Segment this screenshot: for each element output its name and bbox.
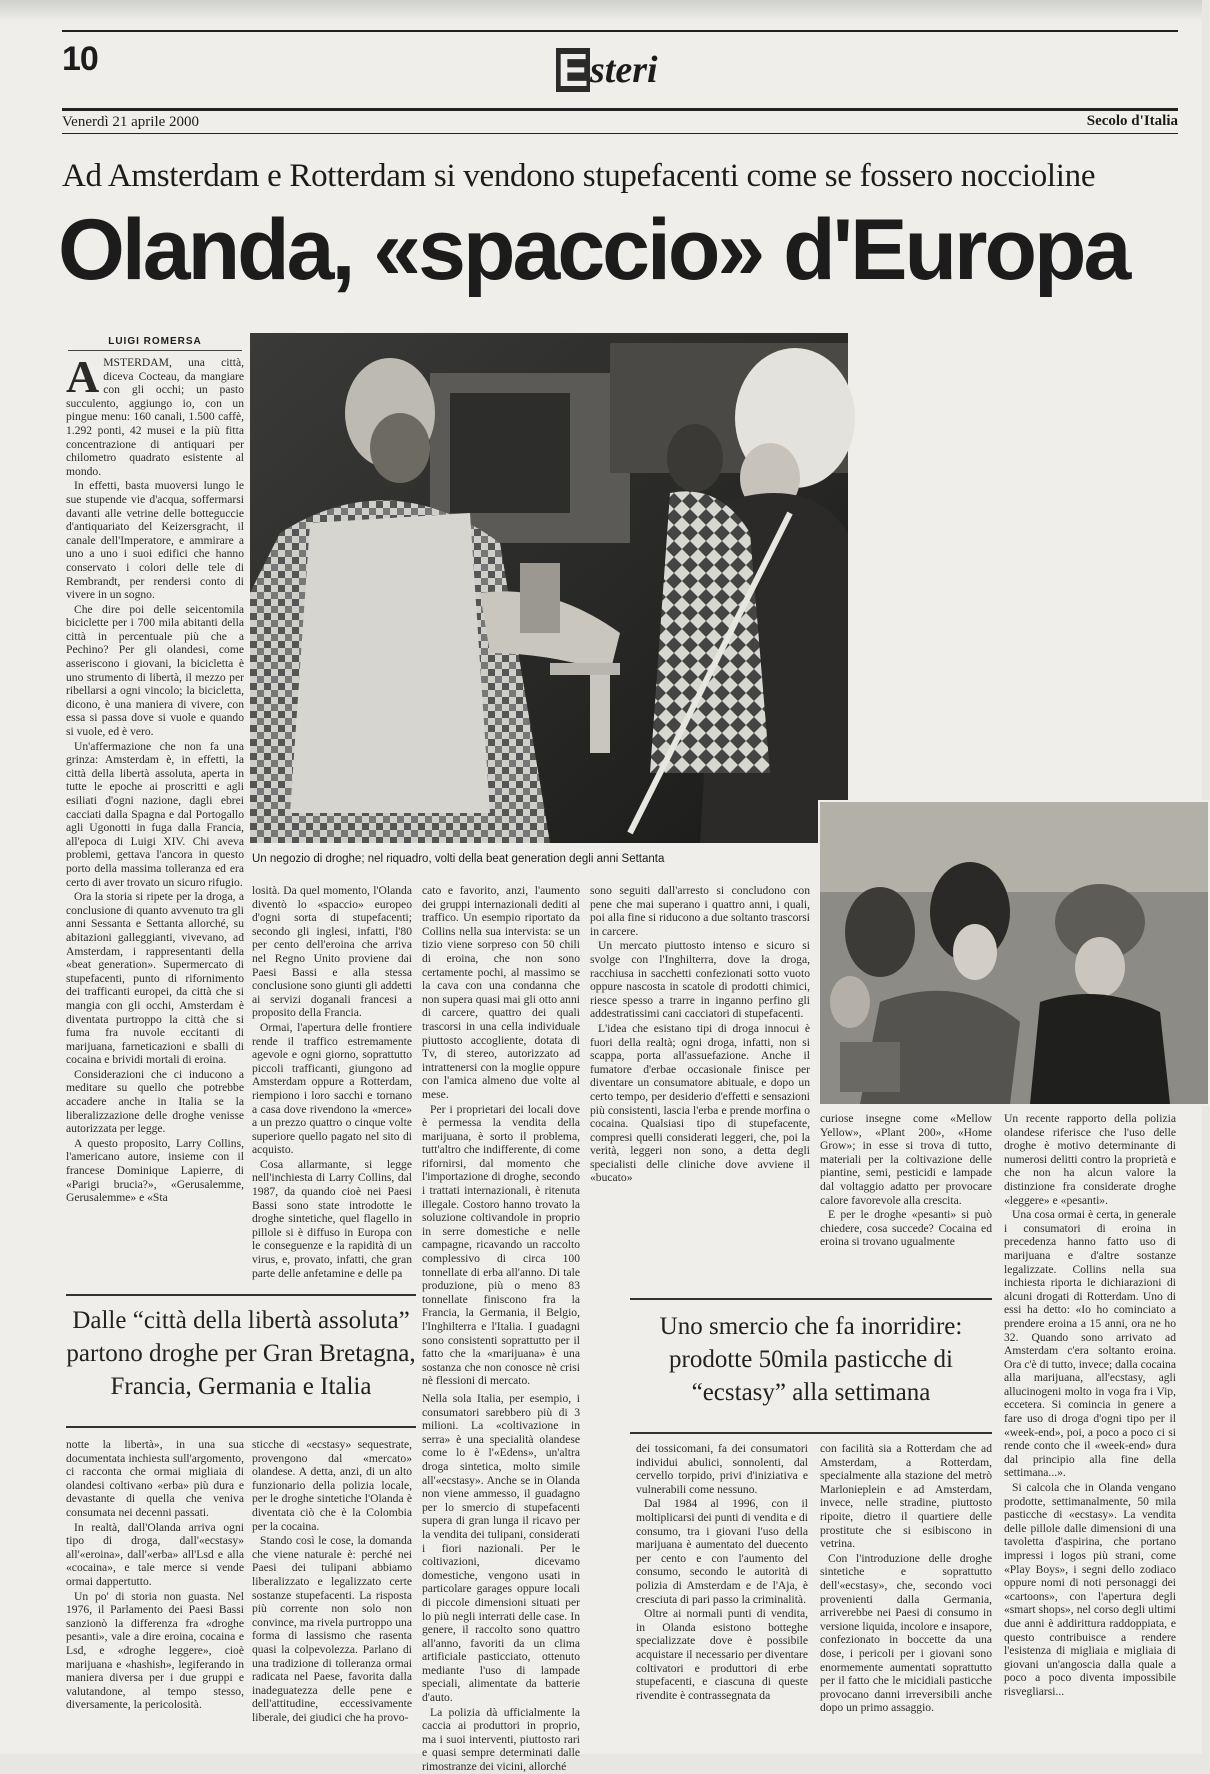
inset-photo-beat-generation [818,800,1210,1106]
top-rule [62,30,1178,32]
photo-caption: Un negozio di droghe; nel riquadro, volti della beat generation degli anni Settanta [252,853,665,865]
paragraph: notte la libertà», in una sua documentata inchiesta sull'argomento, ci racconta che ormai migliaia di olandesi coltivano «erba» più dura e devastante di quella che veniva consumata nei decenni passati. [66,1438,244,1519]
section-name: steri [590,49,658,91]
drop-cap: A [66,351,100,402]
paragraph: MSTERDAM, una città, diceva Cocteau, da mangiare con gli occhi; un pasto succulento, aggiungo io, con un pingue menu: 160 canali, 1.500 caffè, 1.292 ponti, 42 musei e la più fitta concentrazione di antiquari per chilometro quadrato esistente al mondo. [66,356,244,478]
paragraph: Un mercato piuttosto intenso e sicuro si svolge con l'Inghilterra, dove la droga, racchiusa in sacchetti confezionati sotto vuoto oppure nascosta in scatole di prodotti chimici, riesce spesso a trarre in inganno perfino gli addestratissimi cani cacciatori di stupefacenti. [590,939,810,1021]
paragraph: Un'affermazione che non fa una grinza: Amsterdam è, in effetti, la città della libertà assoluta, aperta in tutte le epoche ai proscritti e agli esiliati d'ogni nazione, dagli ebrei cacciati dalla Spagna e dal Portogallo agli Ugonotti in fuga dalla Francia, all'epoca di Luigi XIV. Chi aveva problemi, gettava l'ancora in questo porto della massima tolleranza ed era certo di aver trovato un sicuro rifugio. [66,739,244,889]
paragraph: Un po' di storia non guasta. Nel 1976, il Parlamento dei Paesi Bassi sanzionò la differenza fra «droghe pesanti», vale a dire eroina, cocaina e Lsd, e «droghe leggere», cioè marijuana e «hashish», legiferando in maniera diversa per i due gruppi e valutandone, al tempo stesso, diversamente, la pericolosità. [66,1589,244,1712]
article-column-8 [820,1112,992,1292]
article-column-10 [1004,1112,1176,1738]
pull-quote-rule [66,1294,416,1296]
paragraph: sticche di «ecstasy» sequestrate, provengono dal «mercato» olandese. A detta, anzi, di un alto funzionario della polizia locale, per le droghe sintetiche l'Olanda è diventata ciò che è la Colombia per la cocaina. [252,1438,412,1533]
pull-quote-rule [66,1426,416,1428]
paragraph: A questo proposito, Larry Collins, l'americano autore, insieme con il francese Dominique Lapierre, di «Parigi brucia?», «Gerusalemme, Gerusalemme» e «Sta [66,1136,244,1205]
article-column-9 [820,1442,992,1738]
paragraph: Per i proprietari dei locali dove è permessa la vendita della marijuana, è sorto il problema, tutt'altro che indifferente, di come rifornirsi, dal momento che l'importazione di droghe, secondo i trattati internazionali, è ritenuta illegale. Costoro hanno trovato la soluzione coltivandole in proprio in serre domestiche e nelle campagne, ricavando un raccolto complessivo di circa 100 tonnellate di erba all'anno. Di tale produzione, più o meno 83 tonnellate finiscono fra la Francia, la Germania, il Belgio, l'Inghilterra e l'Italia. I guadagni sono consistenti soprattutto per il fatto che la «marijuana» è una sostanza che non conosce nè crisi nè flessioni di mercato. [422,1102,580,1388]
article-column-6 [590,884,810,1185]
paragraph: curiose insegne come «Mellow Yellow», «Plant 200», «Home Grow»; in esse si trova di tutto, materiali per la coltivazione delle piantine, semi, pesticidi e lampade dal voltaggio adatto per provocare calore favorevole alla crescita. [820,1112,992,1207]
paragraph: dei tossicomani, fa dei consumatori individui abulici, sonnolenti, dal cervello torpido, privi d'iniziativa e vulnerabili come nessuno. [636,1442,808,1496]
article-column-5b [422,1392,580,1774]
paragraph: con facilità sia a Rotterdam che ad Amsterdam, a Rotterdam, specialmente alla stazione del metrò Marlonieplein e ad Amsterdam, invece, nelle stradine, piuttosto ripoite, dietro il quartiere delle prostitute che si esibiscono in vetrina. [820,1442,992,1551]
paragraph: Ormai, l'apertura delle frontiere rende il traffico estremamente agevole e ogni giorno, soprattutto piccoli trafficanti, giungono ad Amsterdam oppure a Rotterdam, riempiono i loro sacchi e tornano a casa dove rivendono la «merce» a un prezzo quattro o cinque volte superiore quello pagato nel sito di acquisto. [252,1020,412,1157]
section-title [556,42,676,102]
article-column-1 [66,351,244,1316]
paragraph: losità. Da quel momento, l'Olanda diventò lo «spaccio» europeo d'ogni sorta di stupefacenti; secondo gli inglesi, infatti, l'80 per cento dell'eroina che arriva nel Regno Unito proviene dai Paesi Bassi e alla stessa conclusione sono giunti gli addetti ai servizi doganali francesi a proposito della Francia. [252,884,412,1020]
paragraph: Stando così le cose, la domanda che viene naturale è: perché nei Paesi dei tulipani abbiamo liberalizzato e legalizzato certe sostanze stupefacenti. La risposta più corrente non solo non convince, ma rivela purtroppo una forma di lassismo che rasenta quasi la colpevolezza. Parlano di una tradizione di tolleranza ormai radicata nel Paese, favorita dalla inadeguatezza delle pene e dell'attitudine, eccessivamente liberale, dei giudici che ha provo- [252,1534,412,1724]
paragraph: Una cosa ormai è certa, in generale i consumatori di eroina in precedenza hanno fatto uso di marijuana e d'altre sostanze legalizzate. Collins nella sua inchiesta riporta le dichiarazioni di alcuni drogati di Rotterdam. Uno di essi ha detto: «Io ho cominciato a prendere eroina a 15 anni, ora ne ho 32. Quando sono arrivato ad Amsterdam c'era soltanto eroina. Ora c'è di tutto, invece; dalla cocaina alla marijuana, all'ecstasy, agli allucinogeni molto in voga fra i Vip, eccetera. Si comincia in genere a fare uso di droga d'ogni tipo per il «week-end», poi, a poco a poco ci si rende conto che il «week-end» dura dal principio alla fine della settimana...». [1004,1208,1176,1480]
article-kicker: Ad Amsterdam e Rotterdam si vendono stupefacenti come se fossero noccioline [62,158,1096,194]
paragraph: Nella sola Italia, per esempio, i consumatori sarebbero più di 3 milioni. La «coltivazione in serra» è una specialità olandese come lo è l'«Edens», un'altra droga sintetica, molto simile all'«ecstasy». Anche se in Olanda non viene ammesso, il guadagno per lo smercio di stupefacenti supera di gran lunga il ricavo per la vendita dei tulipani, considerati i fiori nazionali. Per le coltivazioni, dicevamo domestiche, vengono usati in particolare garages oppure locali di piccole dimensioni situati per lo più negli interrati delle case. In genere, il raccolto sono quattro all'anno, favoriti da un clima artificiale pasticciato, ottenuto mediante l'uso di lampade speciali, alimentate da batterie d'auto. [422,1392,580,1705]
article-column-5 [422,884,580,1388]
article-headline: Olanda, «spaccio» d'Europa [58,202,1129,298]
paragraph: Cosa allarmante, si legge nell'inchiesta di Larry Collins, dal 1987, da quando cioè nei Paesi Bassi sono state introdotte le droghe sintetiche, quel flagello in pillole si è diffuso in Europa con le conseguenze e la rapidità di un virus, e, provato, infatti, che gran parte delle anfetamine e delle pa [252,1157,412,1280]
page-scan-edge [0,0,1202,22]
main-photo-drug-shop [250,333,848,843]
paragraph: sono seguiti dall'arresto si concludono con pene che mai superano i quattro anni, i quali, poi alla fine si riducono a due soltanto trascorsi in carcere. [590,884,810,938]
newspaper-name: Secolo d'Italia [1086,113,1178,129]
pull-quote-rule [630,1432,992,1434]
date-rule [62,133,1178,134]
paragraph: Si calcola che in Olanda vengano prodotte, settimanalmente, 50 mila pasticche di «ecstasy». La vendita delle pillole dalle dimensioni di una tavoletta d'aspirina, che portano impressi i logos più strani, come «Play Boys», i segni dello zodiaco oppure nomi di noti personaggi dei «cartoons», con l'apertura degli «smart shops», nel corso degli ultimi due anni è addirittura raddoppiata, e questo contribuisce a rendere l'esistenza di migliaia e migliaia di giovani un'angoscia dalla quale a poco a poco diventa impossibile risvegliarsi... [1004,1481,1176,1698]
header-rule [62,108,1178,111]
paragraph: Considerazioni che ci inducono a meditare su quello che potrebbe accadere anche in Italia se la liberalizzazione delle droghe venisse autorizzata per legge. [66,1067,244,1136]
paragraph: cato e favorito, anzi, l'aumento dei gruppi internazionali dediti al traffico. Un esempio riportato da Collins nella sua intervista: se un tizio viene sorpreso con 50 chili di eroina, che non sono certamente pochi, al massimo se la cava con una condanna che non supera quasi mai gli otto anni di carcere, quattro dei quali trascorsi in una cella individuale piuttosto accogliente, dotata di Tv, di stereo, autorizzato ad intrattenersi con la moglie oppure con l'amica almeno due volte al mese. [422,884,580,1101]
paragraph: E per le droghe «pesanti» si può chiedere, cosa succede? Cocaina ed eroina si trovano ugualmente [820,1208,992,1249]
section-initial: E [557,44,589,96]
article-column-2 [66,1438,244,1738]
paragraph: Dal 1984 al 1996, con il moltiplicarsi dei punti di vendita e di consumo, tra i giovani l'uso della marijuana è aumentato del duecento per cento e con l'aumento del consumo, secondo le autorità di polizia di Amsterdam e de l'Aja, è cresciuta di pari passo la criminalità. [636,1497,808,1606]
paragraph: Un recente rapporto della polizia olandese riferisce che l'uso delle droghe è motivo determinante di numerosi delitti contro la proprietà e che non ha alcun valore la distinzione fra considerate droghe «leggere» e «pesanti». [1004,1112,1176,1207]
pull-quote-rule [630,1298,992,1300]
article-column-4 [252,1438,412,1738]
paragraph: In realtà, dall'Olanda arriva ogni tipo di droga, dall'«ecstasy» all'«eroina», dall'«erba» all'Lsd e alla «cocaina», e tale merce si vende ormai dappertutto. [66,1520,244,1588]
paragraph: Ora la storia si ripete per la droga, a conclusione di quanto avvenuto tra gli anni Sessanta e Settanta allorché, su abitazioni galleggianti, vivevano, ad Amsterdam, i rappresentanti della «beat generation». Supermercato di stupefacenti, punto di rifornimento dei trafficanti europei, da città che si mangia con gli occhi, Amsterdam è diventata purtroppo la città che si fuma fra nuvole eccitanti di marijuana, farneticazioni e sballi di cocaina e brividi mortali di eroina. [66,890,244,1067]
issue-date: Venerdì 21 aprile 2000 [62,114,200,130]
paragraph: Con l'introduzione delle droghe sintetiche e soprattutto dell'«ecstasy», che, secondo voci provenienti dalla Germania, arriverebbe nei Paesi di consumo in versione liquida, incolore e insapore, confezionato in boccette da una dose, i pericoli per i giovani sono enormemente aumentati soprattutto per il fatto che le micidiali pasticche provocano danni irreversibili anche dopo un primo assaggio. [820,1551,992,1715]
paragraph: L'idea che esistano tipi di droga innocui è fuori della realtà; ogni droga, infatti, non si scappa, porta all'assuefazione. Anche il fumatore d'erbae occasionale finisce per diventare un consumatore abituale, e dopo un certo tempo, per desiderio d'effetti e sensazioni più consistenti, lascia l'erba e prende morfina o cocaina. Qualsiasi tipo di stupefacente, compresi quelli considerati leggeri, che, poi la verità, leggeri non sono, a detta degli specialisti delle cliniche dove avviene il «bucato» [590,1021,810,1185]
paragraph: In effetti, basta muoversi lungo le sue stupende vie d'acqua, soffermarsi davanti alle vetrine delle botteguccie d'antiquariato del Keizersgracht, il canale dell'Imperatore, e ammirare a uno a uno i suoi edifici che hanno conservato i colori delle tele di Rembrandt, per rendersi conto di vivere in un sogno. [66,479,244,602]
paragraph: Che dire poi delle seicentomila biciclette per i 700 mila abitanti della città in percentuale più che a Pechino? Per gli olandesi, come asseriscono i giovani, la bicicletta è uno strumento di libertà, il mezzo per ribellarsi a ogni vincolo; la bicicletta, dicono, è una maniera di vivere, con essa si passa dove si vuole e quando si vuole, ed è vero. [66,602,244,739]
page-number: 10 [62,40,98,78]
paragraph: Oltre ai normali punti di vendita, in Olanda esistono botteghe specializzate dove è possibile acquistare il necessario per diventare coltivatori e produttori di erbe stupefacenti, e ciascuna di queste rivendite è contrassegnata da [636,1607,808,1702]
article-column-7 [636,1442,808,1738]
article-column-3 [252,884,412,1290]
pull-quote-right: Uno smercio che fa inorridire: prodotte 50mila pasticche di “ecstasy” alla settimana [659,1313,963,1406]
pull-quote-left: Dalle “città della libertà assoluta” partono droghe per Gran Bretagna, Francia, Germania e Italia [66,1307,416,1400]
paragraph: La polizia dà ufficialmente la caccia ai produttori in proprio, ma i suoi interventi, piuttosto rari e quasi sempre determinati dalle rimostranze dei vicini, allorché [422,1705,580,1774]
byline: LUIGI ROMERSA [68,336,242,351]
